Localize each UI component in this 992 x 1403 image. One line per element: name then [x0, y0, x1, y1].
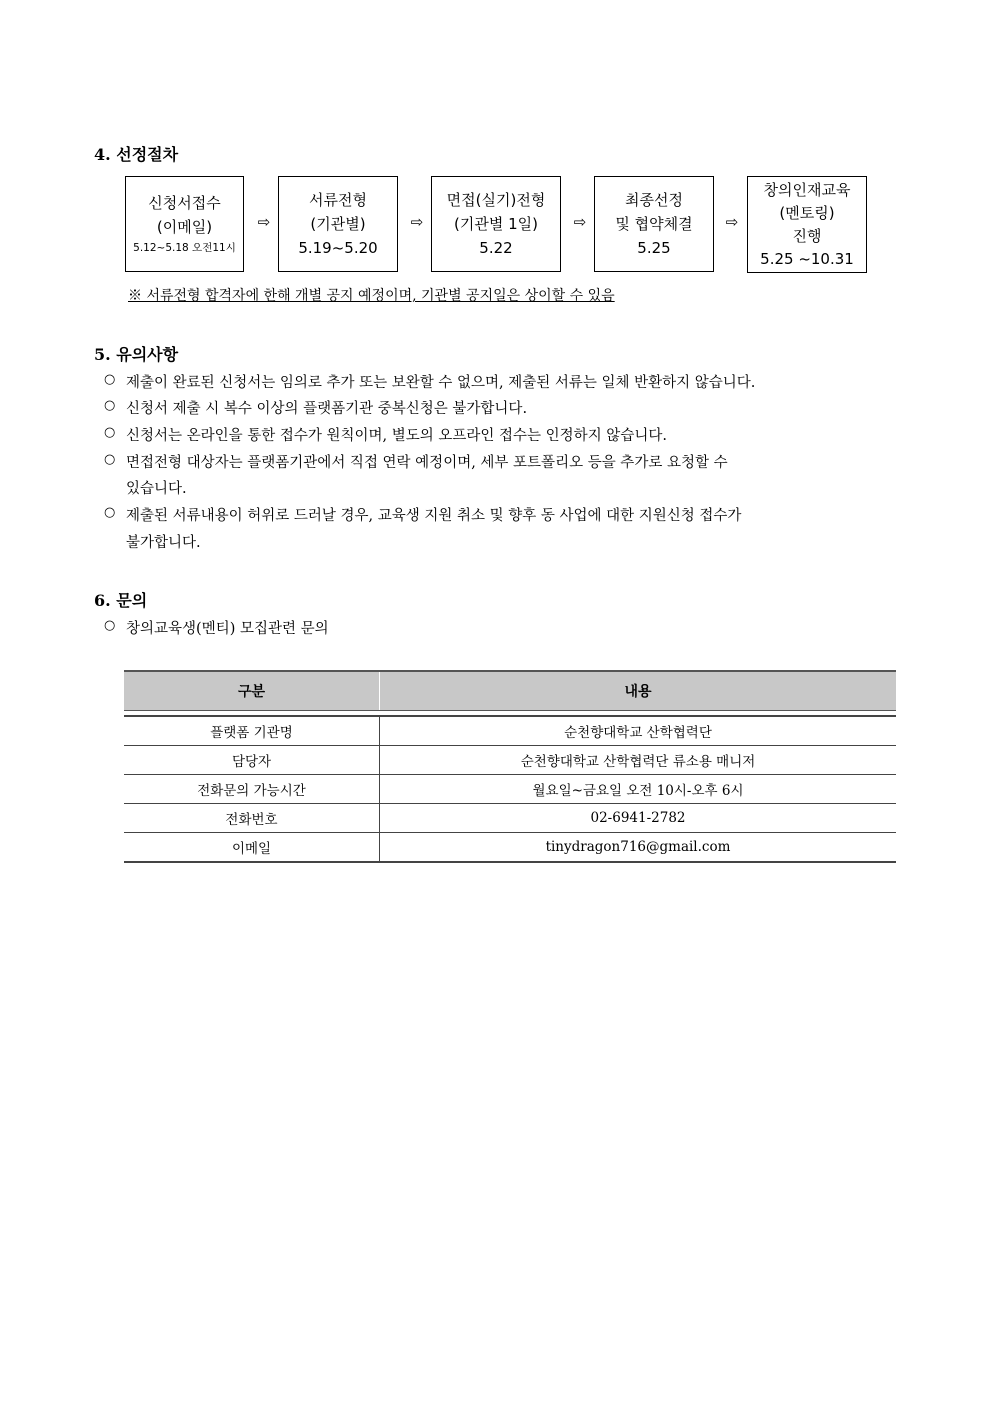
column-header: 구분	[124, 671, 380, 711]
step-interview	[431, 176, 561, 272]
right-arrow-icon: ⇨	[410, 213, 424, 231]
bullet-icon: ○	[104, 505, 116, 520]
table-header-row	[124, 671, 896, 711]
table-cell-label: 이메일	[124, 833, 380, 863]
step-title: 창의인재교육	[763, 180, 851, 199]
notice-item: 제출된 서류내용이 허위로 드러날 경우, 교육생 지원 취소 및 향후 동 사업에 대한 지원신청 접수가	[126, 508, 742, 524]
contact-table	[124, 670, 896, 863]
step-application	[125, 176, 244, 272]
notice-item-continued: 불가합니다.	[126, 535, 201, 551]
table-row	[124, 833, 896, 863]
table-row	[124, 804, 896, 833]
notice-item-continued: 있습니다.	[126, 481, 187, 497]
table-cell-value: 월요일~금요일 오전 10시-오후 6시	[380, 775, 897, 804]
table-cell-value: tinydragon716@gmail.com	[380, 833, 897, 863]
table-cell-value: 순천향대학교 산학협력단	[380, 716, 897, 746]
section-6-heading: 6. 문의	[94, 591, 148, 610]
step-title: 최종선정	[625, 191, 683, 209]
step-date: 5.25	[637, 239, 671, 257]
notice-item: 면접전형 대상자는 플랫폼기관에서 직접 연락 예정이며, 세부 포트폴리오 등을 추가로 요청할 수	[126, 455, 728, 471]
step-subtitle: (기관별 1일)	[454, 215, 538, 233]
right-arrow-icon: ⇨	[573, 213, 587, 231]
step-date: 5.12~5.18 오전11시	[133, 242, 236, 254]
bullet-icon: ○	[104, 398, 116, 413]
table-cell-label: 전화문의 가능시간	[124, 775, 380, 804]
step-subtitle: 및 협약체결	[615, 215, 693, 233]
column-header: 내용	[380, 671, 897, 711]
notice-item: 신청서는 온라인을 통한 접수가 원칙이며, 별도의 오프라인 접수는 인정하지 않습니다.	[126, 428, 667, 444]
step-date: 5.19~5.20	[298, 239, 378, 257]
step-date: 5.25 ~10.31	[760, 249, 854, 268]
inquiry-item: 창의교육생(멘티) 모집관련 문의	[126, 621, 329, 637]
table-cell-label: 전화번호	[124, 804, 380, 833]
table-row	[124, 775, 896, 804]
table-cell-value: 02-6941-2782	[380, 804, 897, 833]
table-cell-value: 순천향대학교 산학협력단 류소용 매니저	[380, 746, 897, 775]
section-4-heading: 4. 선정절차	[94, 145, 179, 164]
step-subtitle: (기관별)	[310, 215, 366, 233]
table-row	[124, 746, 896, 775]
right-arrow-icon: ⇨	[725, 213, 739, 231]
step-title: 서류전형	[309, 191, 367, 209]
section-5-heading: 5. 유의사항	[94, 345, 179, 364]
step-final-selection	[594, 176, 714, 272]
selection-note: ※ 서류전형 합격자에 한해 개별 공지 예정이며, 기관별 공지일은 상이할 수 있음	[128, 288, 615, 304]
step-date: 5.22	[479, 239, 513, 257]
bullet-icon: ○	[104, 425, 116, 440]
notice-item: 신청서 제출 시 복수 이상의 플랫폼기관 중복신청은 불가합니다.	[126, 401, 528, 417]
step-document-screening	[278, 176, 398, 272]
table-cell-label: 플랫폼 기관명	[124, 716, 380, 746]
step-title: 신청서접수	[148, 194, 221, 212]
step-status: 진행	[792, 226, 822, 245]
notice-item: 제출이 완료된 신청서는 임의로 추가 또는 보완할 수 없으며, 제출된 서류는 일체 반환하지 않습니다.	[126, 375, 756, 391]
bullet-icon: ○	[104, 372, 116, 387]
step-title: 면접(실기)전형	[446, 191, 546, 209]
table-row	[124, 716, 896, 746]
step-subtitle: (멘토링)	[779, 203, 835, 222]
bullet-icon: ○	[104, 452, 116, 467]
table-cell-label: 담당자	[124, 746, 380, 775]
step-subtitle: (이메일)	[156, 218, 213, 236]
bullet-icon: ○	[104, 618, 116, 633]
right-arrow-icon: ⇨	[257, 213, 271, 231]
step-education	[747, 176, 867, 273]
